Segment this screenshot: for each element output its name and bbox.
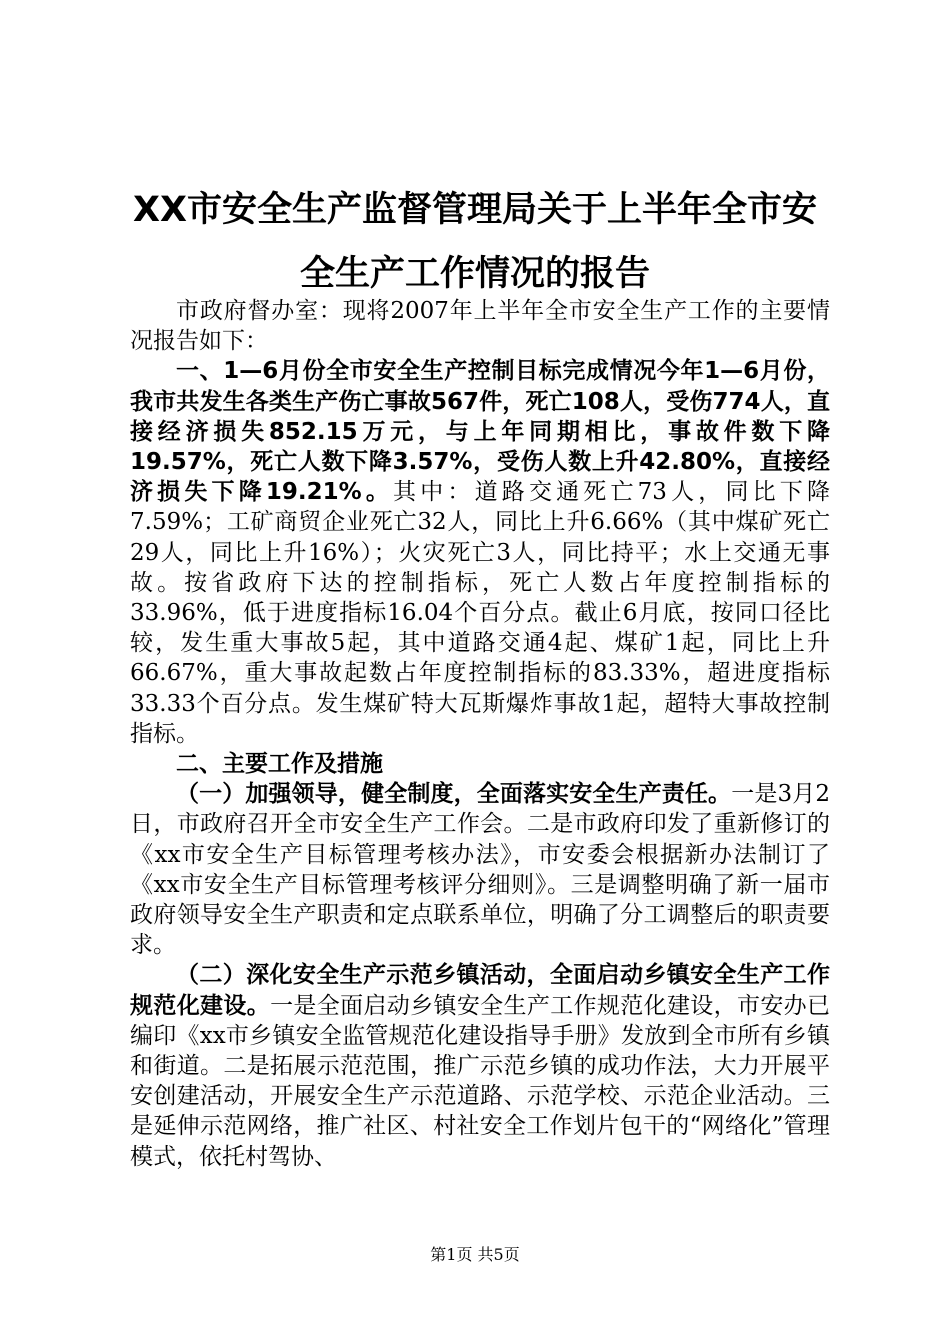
paragraph-section-2-heading (130, 749, 830, 779)
document-title (110, 178, 840, 306)
title-line-2: 全生产工作情况的报告 (299, 254, 650, 294)
page-footer (0, 1242, 950, 1265)
title-line-1: XX市安全生产监督管理局关于上半年全市安 (133, 190, 817, 230)
paragraph-salutation-text: 市政府督办室：现将2007年上半年全市安全生产工作的主要情况报告如下： (130, 298, 830, 355)
document-body (130, 296, 830, 1172)
item-2-heading: （二）深化安全生产示范乡镇活动，全面启动乡镇安全生产工作规范化建设。 (130, 962, 830, 1019)
paragraph-item-2 (130, 960, 830, 1171)
paragraph-item-1 (130, 779, 830, 960)
section-1-text: 其中：道路交通死亡73人，同比下降7.59%；工矿商贸企业死亡32人，同比上升6.66%（其中煤矿死亡29人，同比上升16%）；火灾死亡3人，同比持平；水上交通无事故。按省政府下达的控制指标，死亡人数占年度控制指标的33.96%，低于进度指标16.04个百分点。截止6月底，按同口径比较，发生重大事故5起，其中道路交通4起、煤矿1起，同比上升66.67%，重大事故起数占年度控制指标的83.33%，超进度指标33.33个百分点。发生煤矿特大瓦斯爆炸事故1起，超特大事故控制指标。 (130, 479, 830, 747)
paragraph-salutation (130, 296, 830, 356)
section-2-heading: 二、主要工作及措施 (176, 751, 383, 778)
item-1-heading: （一）加强领导，健全制度，全面落实安全生产责任。 (176, 781, 732, 808)
page-number: 第1页 共5页 (430, 1245, 520, 1264)
paragraph-section-1 (130, 356, 830, 749)
item-1-text: 一是3月2日，市政府召开全市安全生产工作会。二是市政府印发了重新修订的《xx市安全生产目标管理考核办法》，市安委会根据新办法制订了《xx市安全生产目标管理考核评分细则》。三是调整明确了新一届市政府领导安全生产职责和定点联系单位，明确了分工调整后的职责要求。 (130, 781, 830, 959)
section-1-heading: 一、1—6月份全市安全生产控制目标完成情况今年1—6月份，我市共发生各类生产伤亡事故567件，死亡108人，受伤774人，直接经济损失852.15万元，与上年同期相比，事故件数下降19.57%，死亡人数下降3.57%，受伤人数上升42.80%，直接经济损失下降19.21%。 (130, 358, 830, 506)
item-2-text: 一是全面启动乡镇安全生产工作规范化建设，市安办已编印《xx市乡镇安全监管规范化建设指导手册》发放到全市所有乡镇和街道。二是拓展示范范围，推广示范乡镇的成功作法，大力开展平安创建活动，开展安全生产示范道路、示范学校、示范企业活动。三是延伸示范网络，推广社区、村社安全工作划片包干的“网络化”管理模式，依托村驾协、 (130, 992, 831, 1170)
